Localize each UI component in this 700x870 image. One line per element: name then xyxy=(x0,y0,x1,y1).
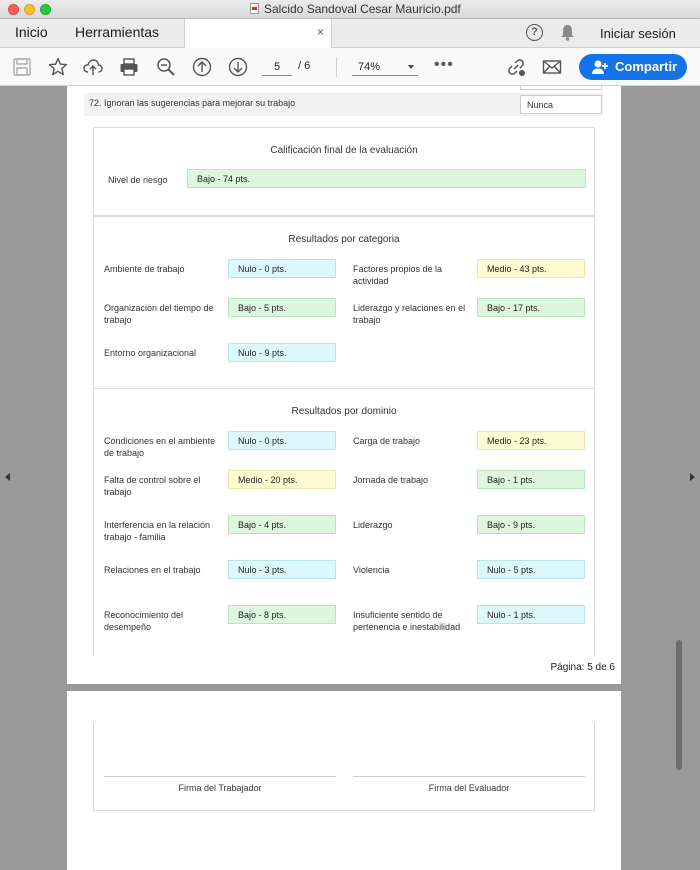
domain-label: Relaciones en el trabajo xyxy=(104,565,201,575)
question-answer: Nunca xyxy=(520,95,602,114)
domain-value: Bajo - 8 pts. xyxy=(228,605,336,624)
domain-results-section xyxy=(93,388,595,656)
domain-label: Carga de trabajo xyxy=(353,436,421,446)
final-score-section xyxy=(93,127,595,216)
domain-results-title: Resultados por dominio xyxy=(291,406,397,417)
domain-value: Nulo - 1 pts. xyxy=(477,605,585,624)
upload-cloud-icon[interactable] xyxy=(83,57,103,77)
add-user-icon xyxy=(591,59,609,75)
more-options-button[interactable]: ••• xyxy=(434,56,454,73)
toolbar xyxy=(0,48,700,86)
pdf-page xyxy=(67,86,621,684)
risk-level-value: Bajo - 74 pts. xyxy=(187,169,586,188)
print-icon[interactable] xyxy=(119,57,139,77)
category-value: Medio - 43 pts. xyxy=(477,259,585,278)
category-label: Liderazgo y relaciones en el trabajo xyxy=(353,303,466,325)
zoom-window-button[interactable] xyxy=(40,4,51,15)
category-label: Entorno organizacional xyxy=(104,348,197,358)
window-title: Salcido Sandoval Cesar Mauricio.pdf xyxy=(250,2,461,16)
category-value: Nulo - 0 pts. xyxy=(228,259,336,278)
category-label: Factores propios de la actividad xyxy=(353,264,443,286)
zoom-out-icon[interactable] xyxy=(156,57,176,77)
page-footer: Página: 5 de 6 xyxy=(550,662,615,673)
category-label: Organización del tiempo de trabajo xyxy=(104,303,214,325)
bookmark-star-icon[interactable] xyxy=(48,57,68,77)
page-total: / 6 xyxy=(298,60,311,72)
domain-value: Bajo - 4 pts. xyxy=(228,515,336,534)
page-number-input[interactable]: 5 xyxy=(262,58,292,76)
toolbar-divider xyxy=(336,57,337,77)
category-label: Ambiente de trabajo xyxy=(104,264,185,274)
category-value: Bajo - 5 pts. xyxy=(228,298,336,317)
worker-signature-label: Firma del Trabajador xyxy=(178,783,262,793)
final-score-title: Calificación final de la evaluación xyxy=(270,145,418,156)
left-panel-toggle-icon[interactable] xyxy=(5,473,10,481)
category-value: Nulo - 9 pts. xyxy=(228,343,336,362)
risk-level-label: Nivel de riesgo xyxy=(108,175,168,185)
domain-label: Insuficiente sentido de pertenencia e inestabilidad xyxy=(353,610,461,632)
domain-label: Falta de control sobre el trabajo xyxy=(104,475,201,497)
tab-home[interactable]: Inicio xyxy=(15,24,48,40)
right-panel-toggle-icon[interactable] xyxy=(690,473,695,481)
domain-value: Bajo - 9 pts. xyxy=(477,515,585,534)
close-tab-icon[interactable]: × xyxy=(316,25,324,39)
minimize-window-button[interactable] xyxy=(24,4,35,15)
domain-value: Nulo - 0 pts. xyxy=(228,431,336,450)
notifications-bell-icon[interactable] xyxy=(560,24,575,41)
signature-line xyxy=(353,776,585,777)
domain-value: Medio - 20 pts. xyxy=(228,470,336,489)
title-bar xyxy=(0,0,700,19)
category-value: Bajo - 17 pts. xyxy=(477,298,585,317)
evaluator-signature-label: Firma del Evaluador xyxy=(428,783,510,793)
category-results-title: Resultados por categoria xyxy=(288,234,400,245)
previous-page-icon[interactable] xyxy=(192,57,212,77)
signin-link[interactable]: Iniciar sesión xyxy=(600,26,676,41)
domain-label: Reconocimiento del desempeño xyxy=(104,610,184,632)
domain-label: Violencia xyxy=(353,565,390,575)
signature-line xyxy=(104,776,336,777)
pdf-file-icon xyxy=(250,3,259,14)
signature-box xyxy=(93,723,595,811)
help-icon[interactable]: ? xyxy=(526,24,543,41)
close-window-button[interactable] xyxy=(8,4,19,15)
domain-value: Nulo - 5 pts. xyxy=(477,560,585,579)
category-results-section xyxy=(93,216,595,389)
domain-value: Bajo - 1 pts. xyxy=(477,470,585,489)
save-icon[interactable] xyxy=(12,57,32,77)
domain-value: Medio - 23 pts. xyxy=(477,431,585,450)
question-text: 72. Ignoran las sugerencias para mejorar su trabajo xyxy=(89,98,296,108)
question-row xyxy=(84,93,603,116)
domain-label: Liderazgo xyxy=(353,520,393,530)
domain-value: Nulo - 3 pts. xyxy=(228,560,336,579)
chevron-down-icon xyxy=(408,65,414,69)
vertical-scrollbar[interactable] xyxy=(676,640,682,770)
tabs-bar xyxy=(0,19,700,48)
prev-answer-box xyxy=(520,86,602,90)
tab-tools[interactable]: Herramientas xyxy=(75,24,160,40)
email-icon[interactable] xyxy=(542,57,562,77)
next-page-icon[interactable] xyxy=(228,57,248,77)
zoom-select[interactable]: 74% xyxy=(352,58,418,76)
domain-label: Interferencia en la relación trabajo - familia xyxy=(104,520,211,542)
share-link-icon[interactable] xyxy=(506,57,526,77)
tab-document[interactable] xyxy=(184,19,332,48)
share-button[interactable]: Compartir xyxy=(579,54,687,80)
domain-label: Jornada de trabajo xyxy=(353,475,429,485)
domain-label: Condiciones en el ambiente de trabajo xyxy=(104,436,216,458)
pdf-page xyxy=(67,691,621,870)
